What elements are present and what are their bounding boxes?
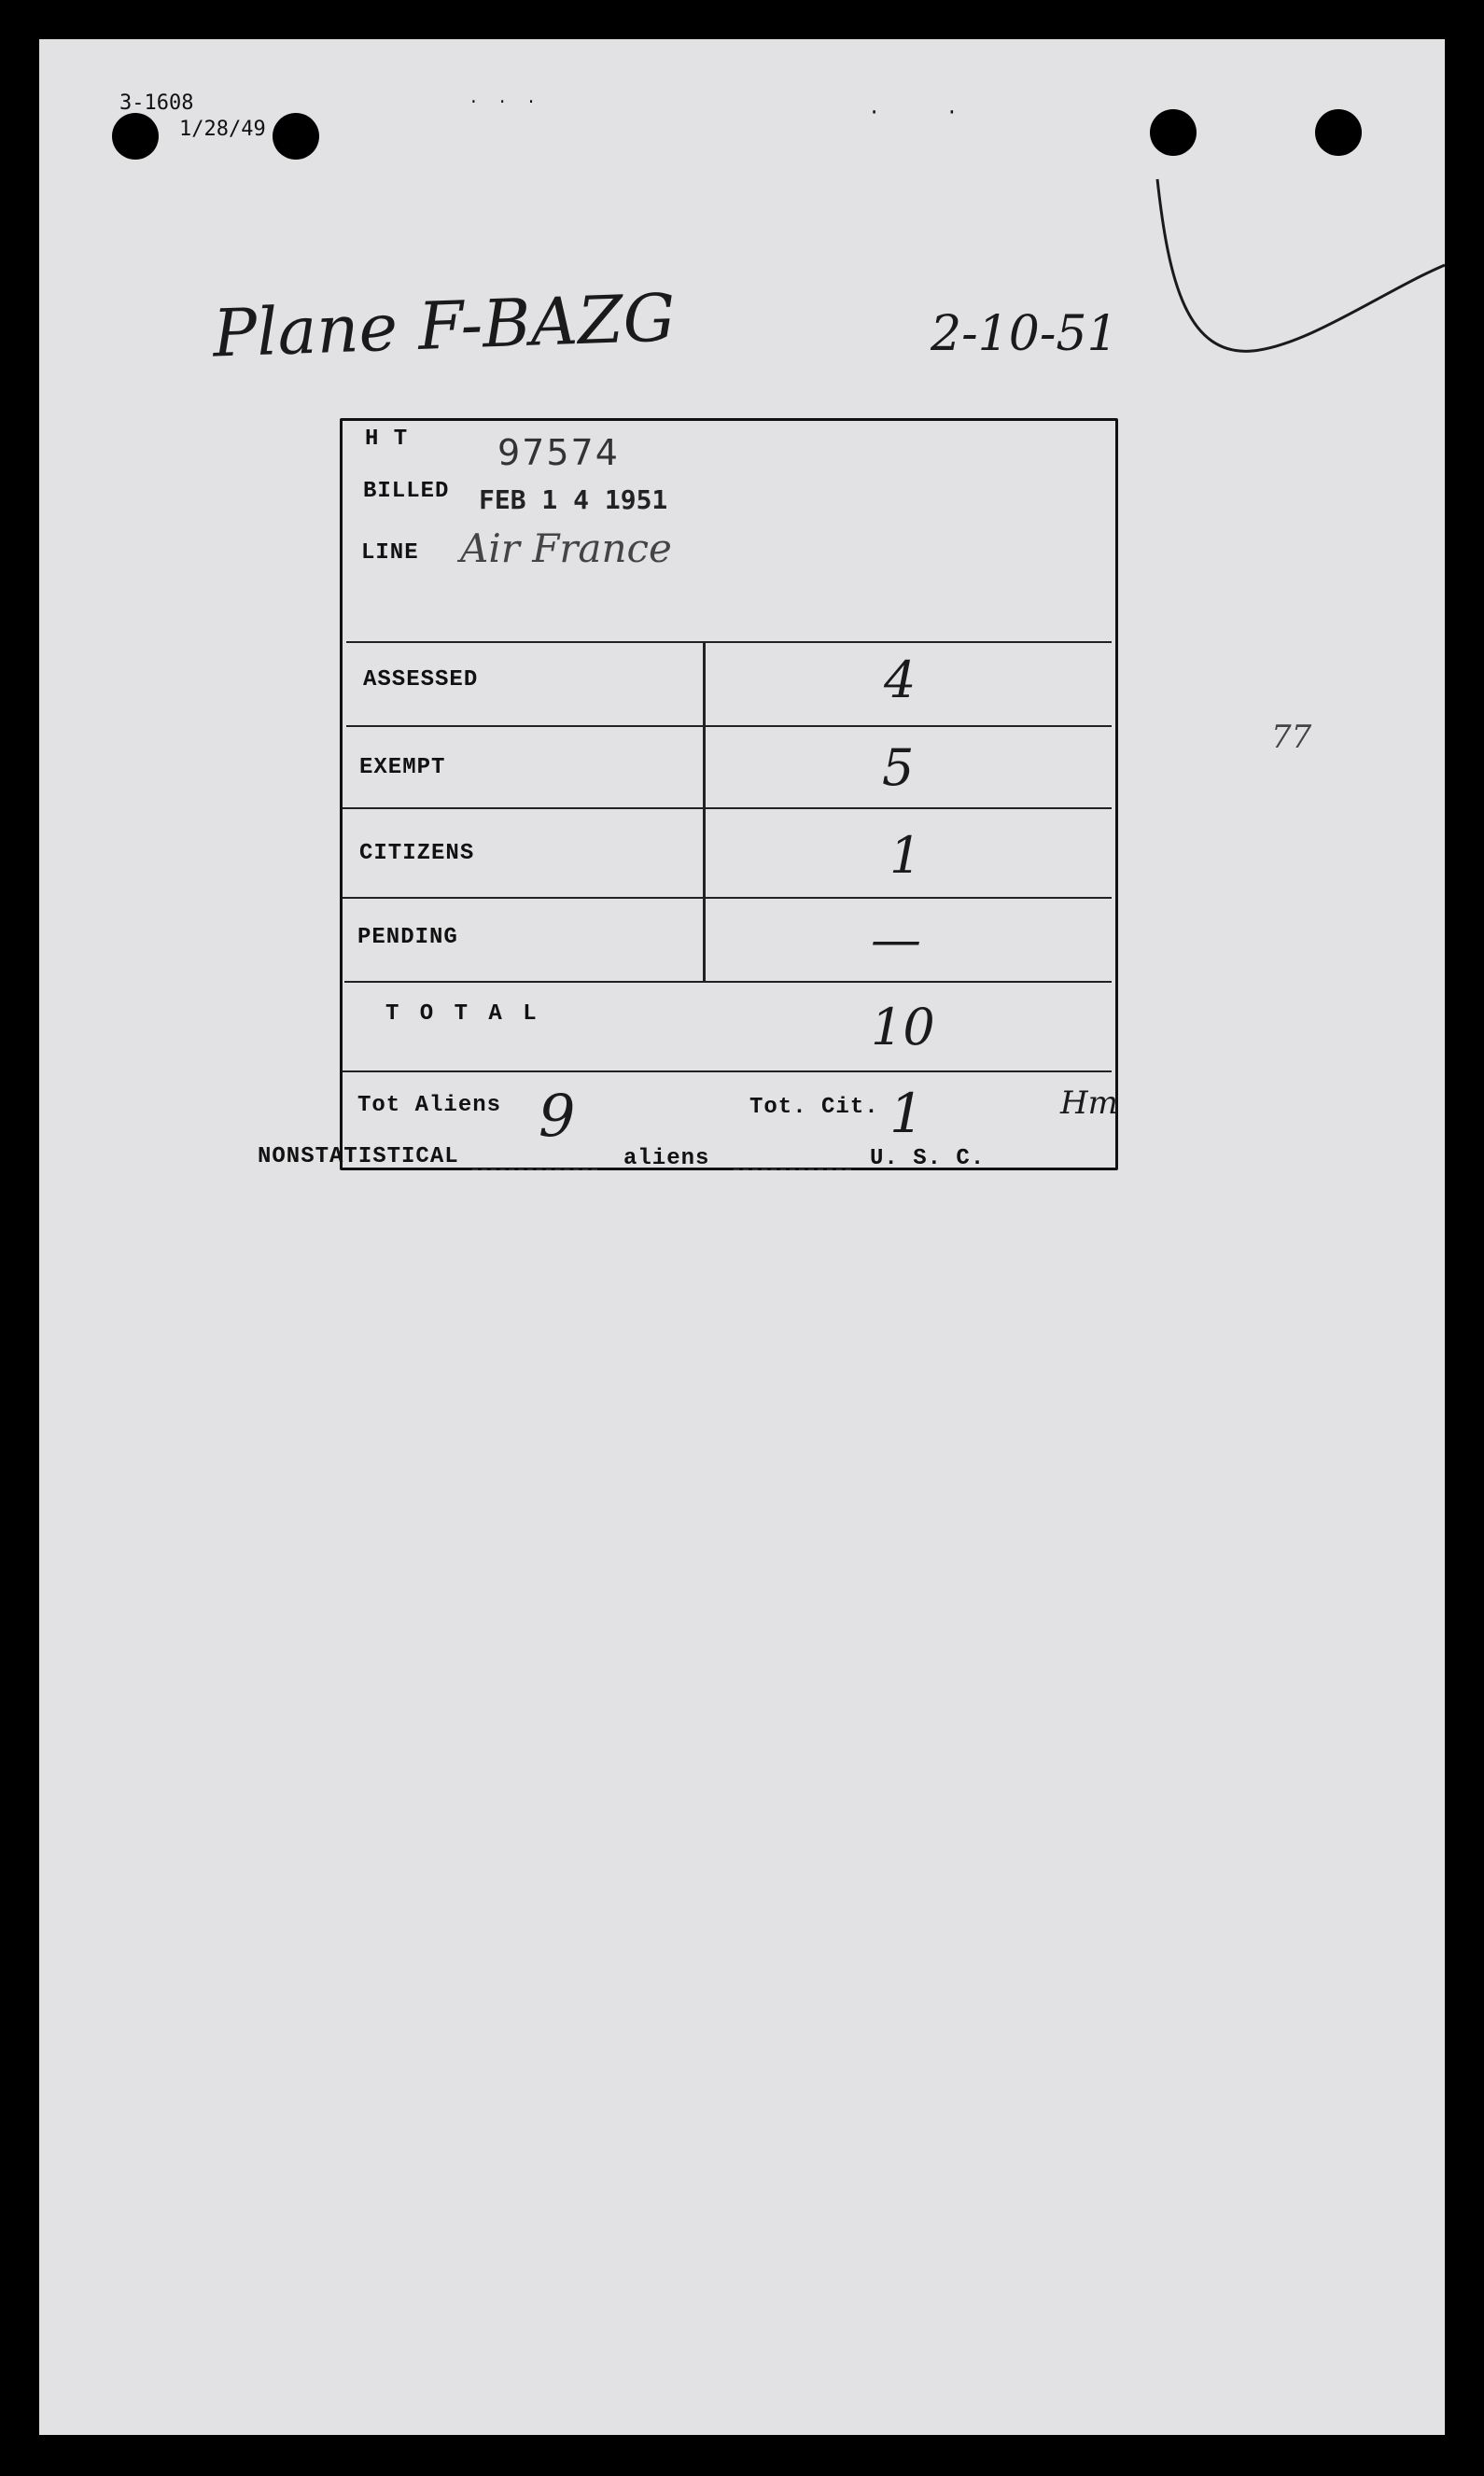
punch-hole: [273, 113, 319, 160]
form-number: 3-1608: [119, 91, 194, 115]
row-divider: [346, 725, 1112, 727]
billed-label: BILLED: [363, 479, 450, 504]
airline-name: Air France: [460, 525, 672, 571]
aliens-label: aliens: [623, 1146, 710, 1171]
total-value: 10: [871, 998, 935, 1056]
nonstatistical-usc-blank: [734, 1168, 851, 1170]
total-label: T O T A L: [385, 1001, 540, 1027]
speck-marks: ···: [469, 93, 555, 112]
nonstatistical-aliens-blank: [472, 1168, 597, 1170]
row-divider: [343, 1070, 1112, 1072]
pending-label: PENDING: [357, 925, 458, 950]
pending-value: —: [871, 910, 921, 969]
column-divider: [703, 643, 706, 981]
ht-number: 97574: [497, 432, 620, 473]
tot-aliens-label: Tot Aliens: [357, 1093, 502, 1118]
citizens-value: 1: [889, 826, 922, 885]
row-divider: [346, 641, 1112, 643]
initials: Hm: [1060, 1084, 1118, 1122]
exempt-label: EXEMPT: [359, 755, 446, 780]
handwritten-date: 2-10-51: [931, 306, 1118, 362]
manifest-tally-form: [340, 418, 1118, 1170]
speck-marks: ··: [868, 101, 1024, 124]
pencil-stroke: [1150, 142, 1449, 403]
assessed-value: 4: [884, 650, 917, 709]
line-label: LINE: [361, 540, 419, 566]
punch-hole: [112, 113, 159, 160]
tot-cit-value: 1: [889, 1082, 924, 1145]
form-revision-date: 1/28/49: [179, 118, 266, 141]
tot-cit-label: Tot. Cit.: [749, 1095, 879, 1120]
nonstatistical-label: NONSTATISTICAL: [258, 1144, 459, 1169]
tot-aliens-value: 9: [539, 1082, 576, 1150]
ht-label: H T: [365, 427, 409, 452]
side-note: 77: [1271, 719, 1312, 756]
row-divider: [343, 807, 1112, 809]
document-sheet: [39, 39, 1445, 2435]
row-divider: [344, 981, 1112, 983]
usc-label: U. S. C.: [870, 1146, 986, 1171]
exempt-value: 5: [882, 738, 915, 797]
assessed-label: ASSESSED: [363, 667, 479, 692]
row-divider: [343, 897, 1112, 899]
plane-registration: Plane F-BAZG: [211, 279, 677, 372]
billed-date-stamp: FEB 1 4 1951: [479, 484, 668, 515]
citizens-label: CITIZENS: [359, 841, 475, 866]
